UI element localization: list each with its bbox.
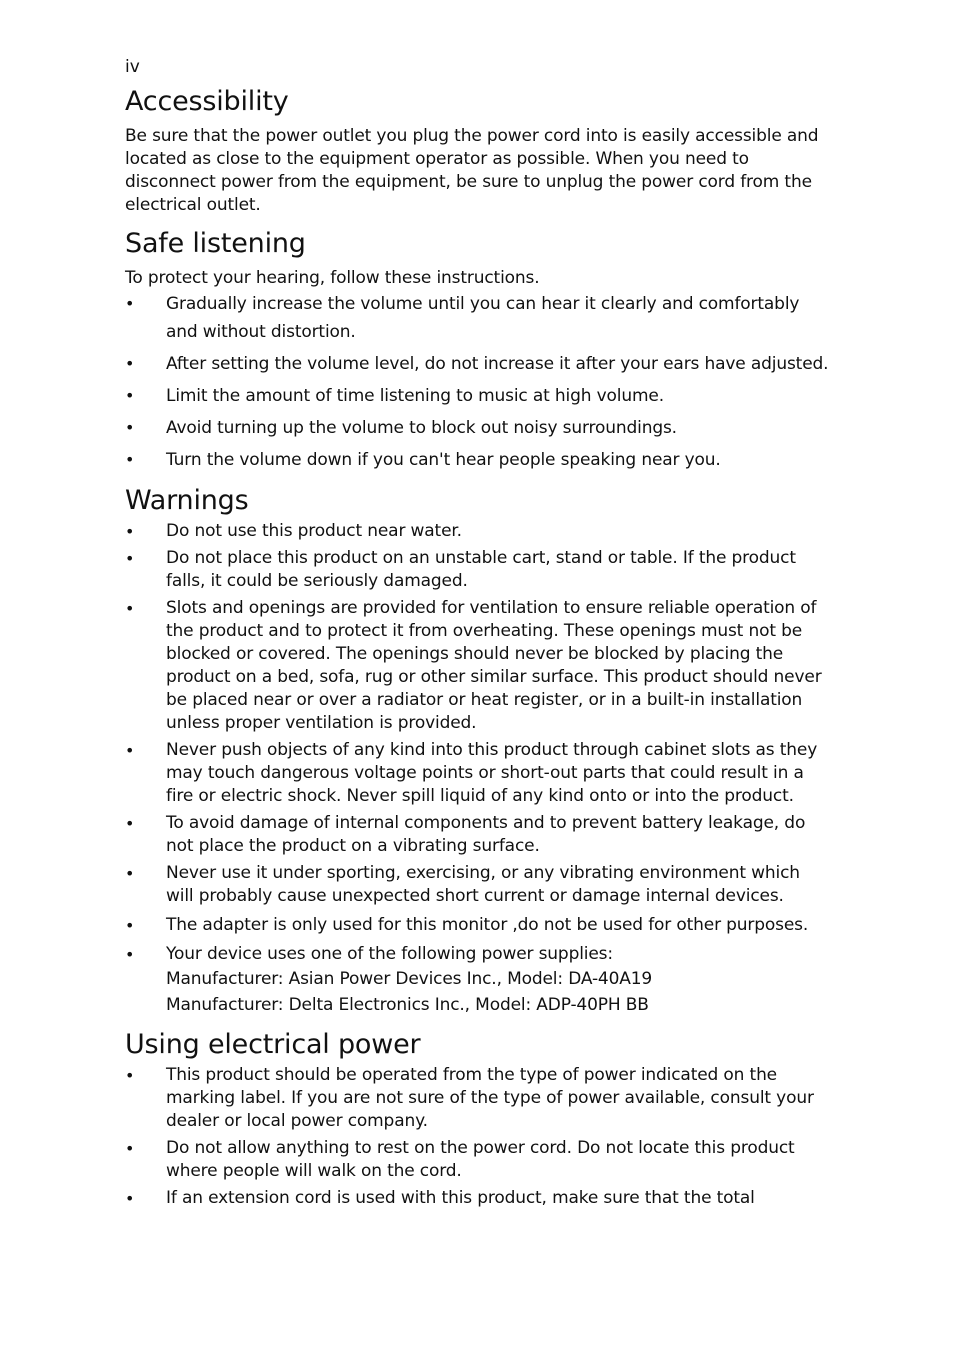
- safe-listening-intro: To protect your hearing, follow these instructions.: [125, 268, 540, 288]
- list-item: • If an extension cord is used with this product, make sure that the total: [125, 1188, 755, 1208]
- power-supply-line: Manufacturer: Asian Power Devices Inc., Model: DA-40A19: [166, 969, 653, 989]
- bullet-icon: •: [125, 450, 135, 469]
- electrical-power-heading: Using electrical power: [125, 1029, 421, 1060]
- list-item: • Slots and openings are provided for ventilation to ensure reliable operation of the product and to protect it from overheating. These openings must not be blocked or covered. The openings should never be blocked by placing the product on a bed, sofa, rug or other similar surface. This product should never be placed near or over a radiator or heat register, or in a built-in installation unless proper ventilation is provided.: [125, 598, 822, 733]
- accessibility-heading: Accessibility: [125, 86, 289, 117]
- page-number: iv: [125, 57, 140, 77]
- list-item: • Do not place this product on an unstable cart, stand or table. If the product falls, it could be seriously damaged.: [125, 548, 796, 591]
- list-item: • Limit the amount of time listening to music at high volume.: [125, 382, 830, 410]
- bullet-icon: •: [125, 916, 135, 935]
- bullet-icon: •: [125, 1189, 135, 1208]
- document-page: [125, 55, 830, 1220]
- electrical-power-section: [125, 1028, 830, 1210]
- bullet-icon: •: [125, 522, 135, 541]
- bullet-icon: •: [125, 354, 135, 373]
- accessibility-section: [125, 85, 830, 217]
- bullet-icon: •: [125, 418, 135, 437]
- list-item: • Gradually increase the volume until you can hear it clearly and comfortably and without distortion.: [125, 290, 830, 346]
- list-item: • Avoid turning up the volume to block out noisy surroundings.: [125, 414, 830, 442]
- safe-listening-list: [125, 290, 830, 474]
- bullet-icon: •: [125, 814, 135, 833]
- list-item: • The adapter is only used for this monitor ,do not be used for other purposes.: [125, 915, 809, 935]
- bullet-icon: •: [125, 549, 135, 568]
- bullet-icon: •: [125, 386, 135, 405]
- bullet-icon: •: [125, 294, 135, 313]
- warnings-heading: Warnings: [125, 485, 249, 516]
- list-item: • After setting the volume level, do not increase it after your ears have adjusted.: [125, 350, 830, 378]
- bullet-icon: •: [125, 1139, 135, 1158]
- bullet-icon: •: [125, 1066, 135, 1085]
- electrical-power-list: [125, 1064, 830, 1210]
- warnings-section: [125, 484, 830, 1018]
- warnings-list: [125, 520, 830, 1018]
- safe-listening-heading: Safe listening: [125, 228, 306, 259]
- list-item: • Turn the volume down if you can't hear people speaking near you.: [125, 446, 830, 474]
- list-item: • Do not allow anything to rest on the power cord. Do not locate this product where people will walk on the cord.: [125, 1138, 795, 1181]
- list-item: • This product should be operated from the type of power indicated on the marking label. If you are not sure of the type of power available, consult your dealer or local power company.: [125, 1065, 814, 1131]
- accessibility-paragraph: Be sure that the power outlet you plug the power cord into is easily accessible and located as close to the equipment operator as possible. When you need to disconnect power from the equipment, be sure to unplug the power cord from the electrical outlet.: [125, 126, 819, 215]
- power-supplies-item: • Your device uses one of the following power supplies: Manufacturer: Asian Power Devices Inc., Model: DA-40A19 Manufacturer: Delta Electronics Inc., Model: ADP-40PH BB: [125, 943, 830, 1018]
- power-supply-line: Manufacturer: Delta Electronics Inc., Model: ADP-40PH BB: [166, 995, 649, 1015]
- bullet-icon: •: [125, 864, 135, 883]
- bullet-icon: •: [125, 945, 135, 964]
- bullet-icon: •: [125, 741, 135, 760]
- safe-listening-section: [125, 227, 830, 474]
- list-item: • Never push objects of any kind into this product through cabinet slots as they may touch dangerous voltage points or short-out parts that could result in a fire or electric shock. Never spill liquid of any kind onto or into the product.: [125, 740, 818, 806]
- list-item: • Do not use this product near water.: [125, 521, 462, 541]
- list-item: • To avoid damage of internal components and to prevent battery leakage, do not place the product on a vibrating surface.: [125, 813, 806, 856]
- list-item: • Never use it under sporting, exercising, or any vibrating environment which will probably cause unexpected short current or damage internal devices.: [125, 863, 800, 906]
- bullet-icon: •: [125, 599, 135, 618]
